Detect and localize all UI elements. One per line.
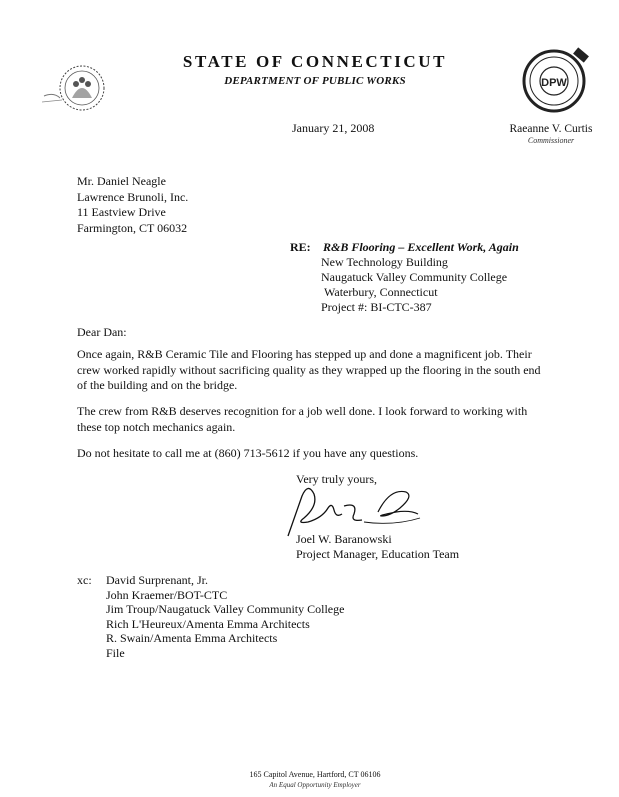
re-block [290,240,519,315]
cc-item: R. Swain/Amenta Emma Architects [106,631,278,646]
paragraph-line: Do not hesitate to call me at (860) 713-5612 if you have any questions. [77,446,419,460]
address-line: Mr. Daniel Neagle [77,174,166,188]
re-line: New Technology Building [321,255,448,269]
footer-eeo: An Equal Opportunity Employer [269,781,361,789]
cc-item: Rich L'Heureux/Amenta Emma Architects [106,616,310,631]
paragraph-line: of the building and on the bridge. [77,378,238,392]
re-subject: R&B Flooring – Excellent Work, Again [323,240,519,254]
footer-address: 165 Capitol Avenue, Hartford, CT 06106 [249,770,381,779]
body-paragraph [77,404,577,435]
letter-date: January 21, 2008 [292,121,375,135]
cc-list [106,573,344,661]
recipient-address [77,174,188,236]
salutation: Dear Dan: [77,325,127,339]
address-line: Farmington, CT 06032 [77,220,188,235]
address-line: Lawrence Brunoli, Inc. [77,189,189,204]
dpw-seal-label: DPW [541,77,567,89]
paragraph-line: crew worked rapidly without sacrificing quality as they wrapped up the flooring in the south end [77,362,541,377]
re-line: Waterbury, Connecticut [324,285,438,299]
letterhead-title: STATE OF CONNECTICUT [182,52,448,71]
dpw-seal-icon [512,45,596,122]
cc-item: File [106,645,125,660]
signer-block [296,532,459,562]
paragraph-line: Once again, R&B Ceramic Tile and Flooring has stepped up and done a magnificent job. Their [77,347,532,361]
signer-title: Project Manager, Education Team [296,547,460,561]
letterhead-subtitle: DEPARTMENT OF PUBLIC WORKS [224,75,406,87]
paragraph-line: these top notch mechanics again. [77,419,236,434]
cc-item: David Surprenant, Jr. [106,573,208,587]
re-line: Naugatuck Valley Community College [321,270,508,284]
body-paragraph [77,347,577,394]
closing: Very truly yours, [296,472,377,486]
commissioner-role: Commissioner [527,136,575,145]
signer-name: Joel W. Baranowski [296,532,392,546]
body-paragraph [77,446,577,462]
state-seal-icon [40,58,118,119]
cc-item: Jim Troup/Naugatuck Valley Community College [106,602,345,617]
commissioner-name: Raeanne V. Curtis [509,123,593,135]
re-line: Project #: BI-CTC-387 [321,300,432,314]
commissioner-block [490,123,612,145]
re-label: RE: [290,240,311,254]
address-line: 11 Eastview Drive [77,205,166,219]
cc-label: xc: [77,573,92,587]
cc-item: John Kraemer/BOT-CTC [106,587,228,602]
paragraph-line: The crew from R&B deserves recognition for a job well done. I look forward to working with [77,404,528,418]
